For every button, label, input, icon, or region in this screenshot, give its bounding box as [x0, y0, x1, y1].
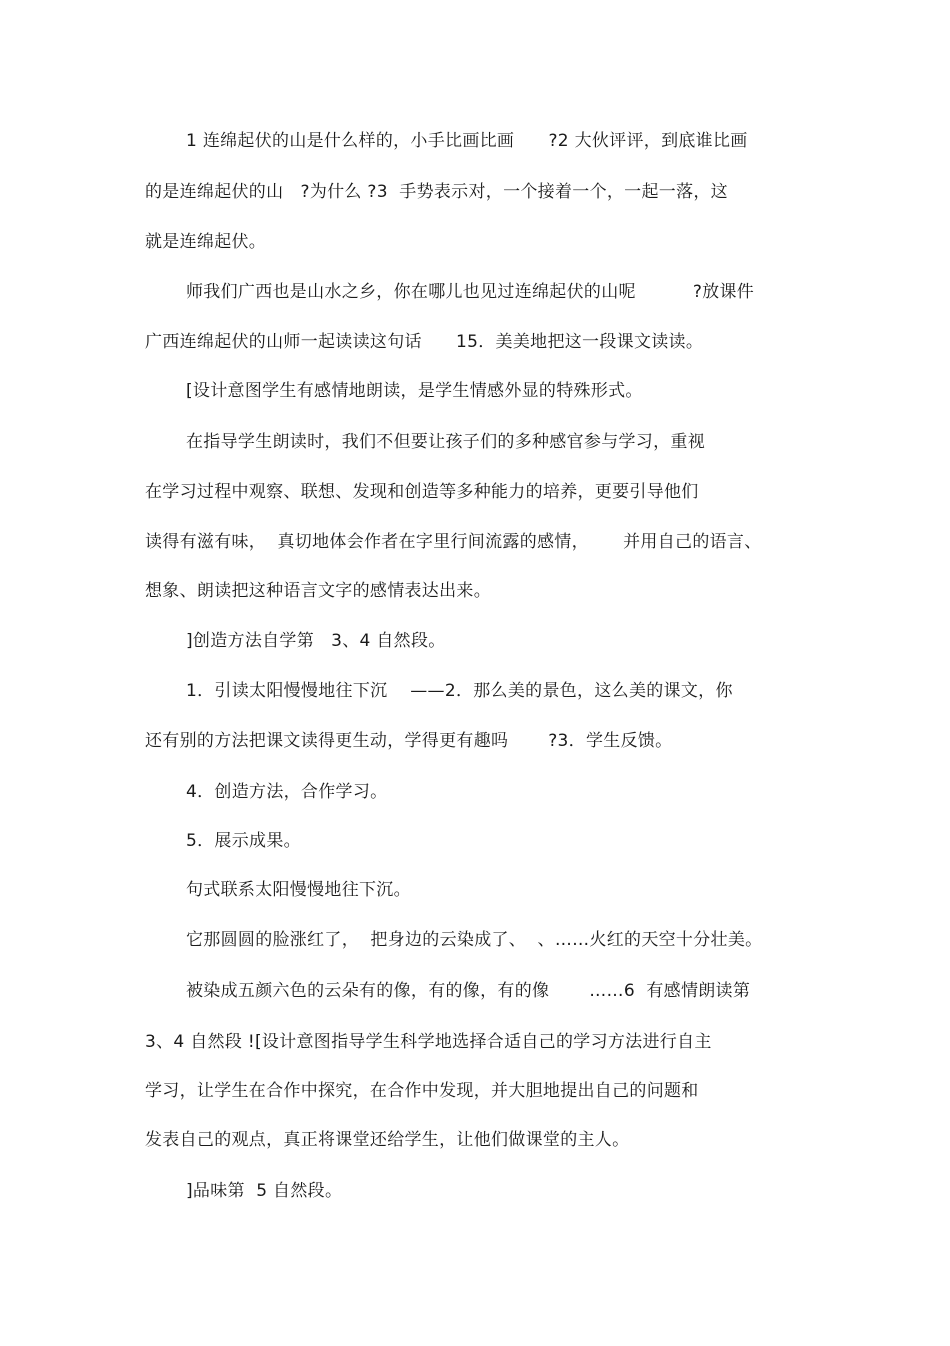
text-line: 想象、朗读把这种语言文字的感情表达出来。: [145, 581, 491, 601]
text-line: 3、4 自然段 ![设计意图指导学生科学地选择合适自己的学习方法进行自主: [145, 1032, 712, 1052]
text-line: [设计意图学生有感情地朗读，是学生情感外显的特殊形式。: [186, 381, 643, 401]
text-line: ]创造方法自学第 3、4 自然段。: [186, 631, 446, 651]
text-line: 师我们广西也是山水之乡，你在哪儿也见过连绵起伏的山呢 ?放课件: [186, 282, 755, 302]
text-line: 在指导学生朗读时，我们不但要让孩子们的多种感官参与学习，重视: [186, 432, 705, 452]
text-line: 学习，让学生在合作中探究，在合作中发现，并大胆地提出自己的问题和: [145, 1081, 699, 1101]
text-line: 句式联系太阳慢慢地往下沉。: [186, 880, 411, 900]
text-line: ]品味第 5 自然段。: [186, 1181, 343, 1201]
text-line: 发表自己的观点，真正将课堂还给学生，让他们做课堂的主人。: [145, 1130, 630, 1150]
text-line: 4．创造方法，合作学习。: [186, 782, 388, 802]
text-line: 5．展示成果。: [186, 831, 301, 851]
text-line: 在学习过程中观察、联想、发现和创造等多种能力的培养，更要引导他们: [145, 482, 699, 502]
text-line: 被染成五颜六色的云朵有的像，有的像，有的像 ……6 有感情朗读第: [186, 981, 751, 1001]
text-line: 它那圆圆的脸涨红了， 把身边的云染成了、 、……火红的天空十分壮美。: [186, 930, 763, 950]
text-line: 就是连绵起伏。: [145, 232, 267, 252]
text-line: 读得有滋有味， 真切地体会作者在字里行间流露的感情， 并用自己的语言、: [145, 532, 762, 552]
text-line: 1．引读太阳慢慢地往下沉 ——2．那么美的景色，这么美的课文，你: [186, 681, 733, 701]
text-line: 1 连绵起伏的山是什么样的，小手比画比画 ?2 大伙评评，到底谁比画: [186, 131, 748, 151]
text-line: 广西连绵起伏的山师一起读读这句话 15．美美地把这一段课文读读。: [145, 332, 704, 352]
text-line: 的是连绵起伏的山 ?为什么 ?3 手势表示对，一个接着一个，一起一落，这: [145, 182, 728, 202]
text-line: 还有别的方法把课文读得更生动，学得更有趣吗 ?3．学生反馈。: [145, 731, 673, 751]
